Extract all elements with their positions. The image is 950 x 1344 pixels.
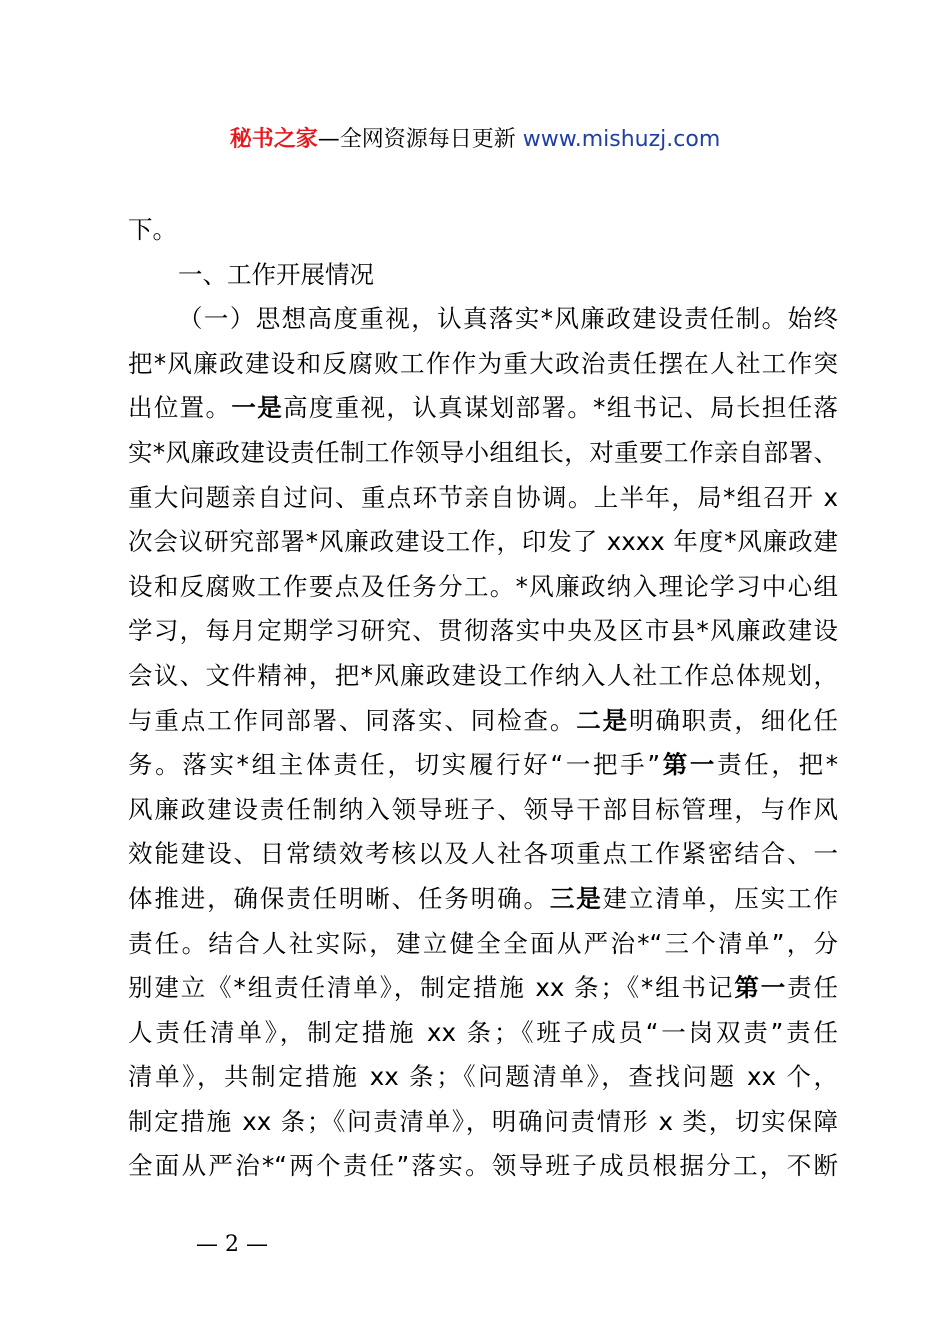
text-line: 与重点工作同部署、同落实、同检查。二是明确职责，细化任 xyxy=(128,705,838,735)
text-line: 出位置。一是高度重视，认真谋划部署。*组书记、局长担任落 xyxy=(128,393,838,423)
section-heading: 一、工作开展情况 xyxy=(178,259,374,289)
bold-point-marker: 二是 xyxy=(576,705,629,735)
bold-emphasis: 第一 xyxy=(734,973,788,1003)
bold-point-marker: 三是 xyxy=(549,883,603,913)
document-body xyxy=(128,208,838,1189)
text-line: 务。落实*组主体责任，切实履行好“一把手”第一责任，把* xyxy=(128,750,838,780)
site-banner xyxy=(0,124,950,156)
banner-tagline: —全网资源每日更新 xyxy=(317,127,516,152)
text-line: 下。 xyxy=(128,215,177,244)
text-line: 别建立《*组责任清单》，制定措施 xx 条；《*组书记第一责任 xyxy=(128,973,838,1003)
text-line: 制定措施 xx 条；《问责清单》，明确问责情形 x 类，切实保障 xyxy=(128,1106,838,1136)
text-line: 设和反腐败工作要点及任务分工。*风廉政纳入理论学习中心组 xyxy=(128,571,838,601)
text-line: 体推进，确保责任明晰、任务明确。三是建立清单，压实工作 xyxy=(128,883,838,913)
text-line: 风廉政建设责任制纳入领导班子、领导干部目标管理，与作风 xyxy=(128,794,838,824)
text-line: （一）思想高度重视，认真落实*风廉政建设责任制。始终 xyxy=(178,304,838,334)
text-line: 全面从严治*“两个责任”落实。领导班子成员根据分工，不断 xyxy=(128,1151,838,1181)
bold-emphasis: 第一 xyxy=(660,750,718,780)
text-line: 实*风廉政建设责任制工作领导小组组长，对重要工作亲自部署、 xyxy=(128,437,838,467)
text-line: 次会议研究部署*风廉政建设工作，印发了 xxxx 年度*风廉政建 xyxy=(128,527,838,557)
text-line: 效能建设、日常绩效考核以及人社各项重点工作紧密结合、一 xyxy=(128,839,838,869)
text-line: 人责任清单》，制定措施 xx 条；《班子成员“一岗双责”责任 xyxy=(128,1017,838,1047)
website-link[interactable]: www.mishuzj.com xyxy=(522,127,721,152)
text-line: 清单》，共制定措施 xx 条；《问题清单》，查找问题 xx 个， xyxy=(128,1062,838,1092)
text-line: 把*风廉政建设和反腐败工作作为重大政治责任摆在人社工作突 xyxy=(128,348,838,378)
text-line: 责任。结合人社实际，建立健全全面从严治*“三个清单”，分 xyxy=(128,928,838,958)
text-line: 重大问题亲自过问、重点环节亲自协调。上半年，局*组召开 x xyxy=(128,482,838,512)
page-number: — 2 — xyxy=(196,1232,268,1257)
brand-name: 秘书之家 xyxy=(229,127,318,152)
bold-point-marker: 一是 xyxy=(231,393,284,423)
text-line: 学习，每月定期学习研究、贯彻落实中央及区市县*风廉政建设 xyxy=(128,616,838,646)
text-line: 会议、文件精神，把*风廉政建设工作纳入人社工作总体规划， xyxy=(128,660,838,690)
